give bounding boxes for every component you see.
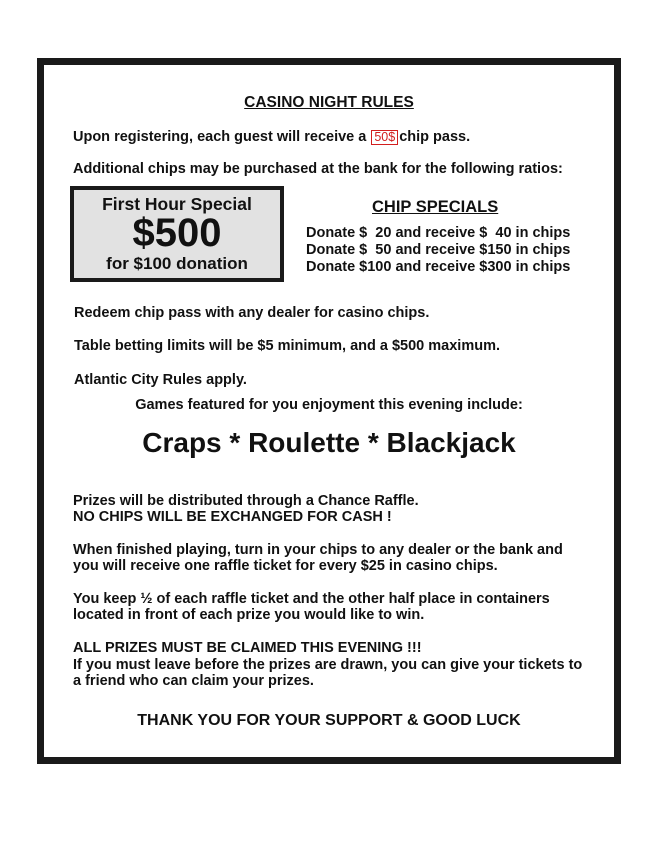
flyer-title: CASINO NIGHT RULES	[244, 94, 414, 111]
atlantic-rules-line: Atlantic City Rules apply.	[74, 372, 247, 388]
chip-special-line: Donate $100 and receive $300 in chips	[306, 259, 571, 275]
chip-special-line: Donate $ 20 and receive $ 40 in chips	[306, 225, 571, 241]
intro-line	[73, 129, 470, 146]
flyer-frame	[37, 58, 621, 764]
finished-line-2: you will receive one raffle ticket for every $25 in casino chips.	[73, 558, 498, 574]
keep-line-1: You keep ½ of each raffle ticket and the other half place in containers	[73, 591, 550, 607]
first-hour-special-box	[70, 186, 284, 282]
keep-line-2: located in front of each prize you would like to win.	[73, 607, 425, 623]
redeem-line: Redeem chip pass with any dealer for casino chips.	[74, 305, 430, 321]
prizes-line-1: Prizes will be distributed through a Chance Raffle.	[73, 493, 419, 509]
claim-line-2: If you must leave before the prizes are drawn, you can give your tickets to	[73, 657, 583, 673]
chip-special-line: Donate $ 50 and receive $150 in chips	[306, 242, 571, 258]
additional-chips-line: Additional chips may be purchased at the bank for the following ratios:	[73, 161, 563, 177]
finished-line-1: When finished playing, turn in your chips to any dealer or the bank and	[73, 542, 563, 558]
claim-line-1: ALL PRIZES MUST BE CLAIMED THIS EVENING !!!	[73, 640, 422, 656]
games-line: Craps * Roulette * Blackjack	[142, 427, 516, 458]
intro-text-before: Upon registering, each guest will receive a	[73, 129, 367, 145]
claim-line-3: a friend who can claim your prizes.	[73, 673, 314, 689]
chip-specials-heading: CHIP SPECIALS	[372, 198, 499, 216]
limits-line: Table betting limits will be $5 minimum, and a $500 maximum.	[74, 338, 500, 354]
intro-text-after: chip pass.	[399, 129, 471, 145]
special-subtitle: for $100 donation	[106, 254, 248, 273]
prizes-line-2: NO CHIPS WILL BE EXCHANGED FOR CASH !	[73, 509, 392, 525]
special-amount: $500	[132, 211, 222, 255]
thank-you-line: THANK YOU FOR YOUR SUPPORT & GOOD LUCK	[137, 712, 521, 729]
chip-pass-value-box: 50$	[371, 130, 398, 145]
games-intro-line: Games featured for you enjoyment this evening include:	[135, 397, 523, 413]
special-title: First Hour Special	[102, 194, 252, 214]
